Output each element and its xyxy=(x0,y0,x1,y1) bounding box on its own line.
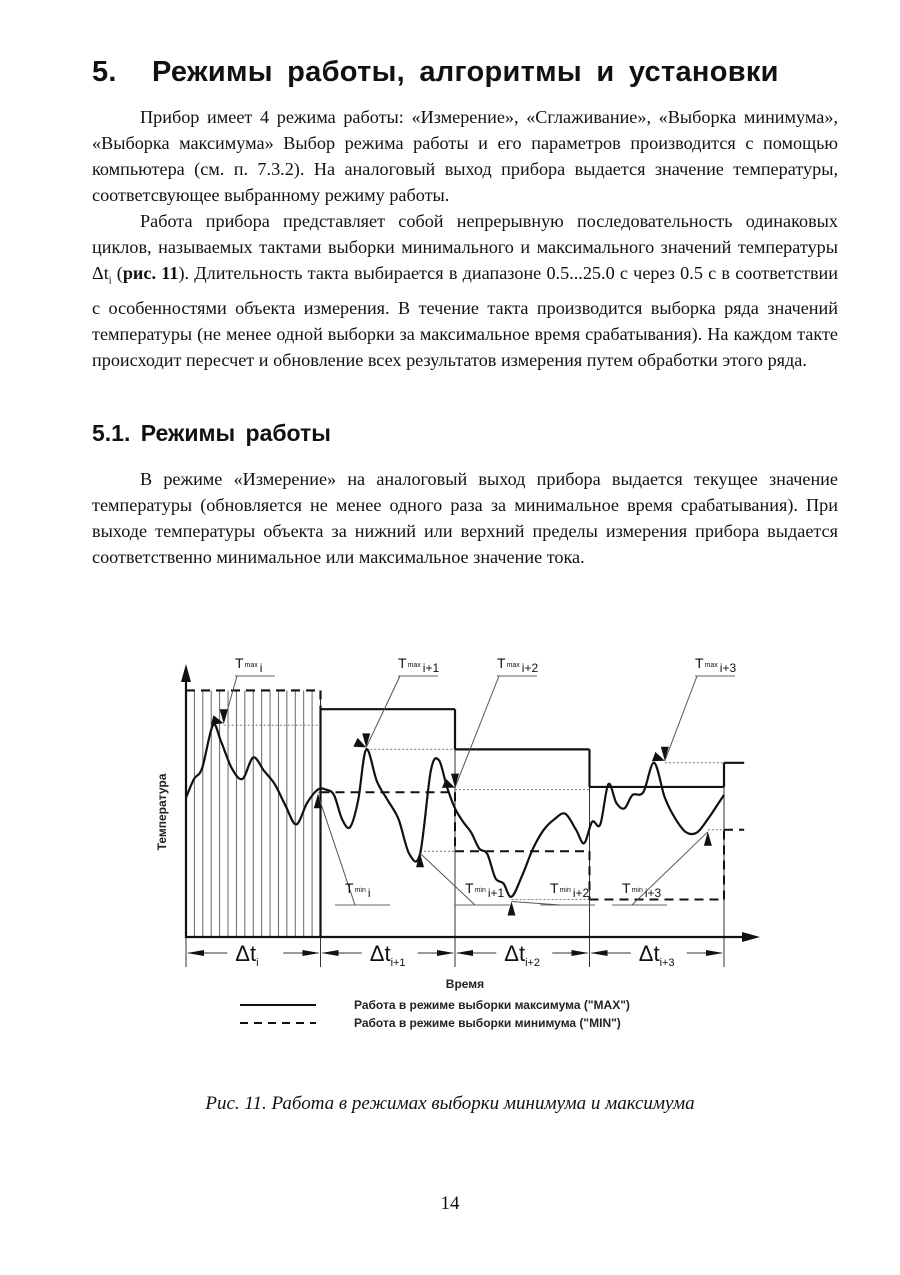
annotation-sub: min xyxy=(354,887,366,894)
figure-reference[interactable]: рис. 11 xyxy=(122,263,179,283)
annotation-label: Tmax i+3 xyxy=(695,655,737,675)
subsection-number: 5.1. xyxy=(92,420,131,446)
annotation-arrowhead-icon xyxy=(220,709,228,723)
annotation-leader xyxy=(455,676,499,788)
annotation-index: i xyxy=(259,661,263,675)
annotation-label: Tmax i+1 xyxy=(398,655,440,675)
interval-label: $\Delta t_{i+1}$ xyxy=(369,941,406,969)
interval-label-subscript: i xyxy=(256,957,259,969)
dimension-arrow-right-icon xyxy=(572,950,589,956)
extremum-guide-lines xyxy=(224,725,724,899)
annotation-label: Tmax i+2 xyxy=(497,655,539,675)
legend xyxy=(240,998,630,1030)
annotation-label: Tmin i+3 xyxy=(622,880,662,900)
annotation-sub: max xyxy=(506,662,520,669)
dimension-arrow-left-icon xyxy=(591,950,608,956)
dimension-arrow-right-icon xyxy=(706,950,723,956)
section-title: Режимы работы, алгоритмы и установки xyxy=(152,56,779,88)
section-number: 5. xyxy=(92,56,117,88)
annotation-sub: max xyxy=(407,662,421,669)
annotation-label: Tmin i+1 xyxy=(465,880,505,900)
paragraph-cycles-text-before: Работа прибора представляет собой непрерывную последовательность одинаковых циклов, называемых тактами выборки минимального и максимального значений температуры Δt xyxy=(92,211,838,283)
paragraph-measurement-mode: В режиме «Измерение» на аналоговый выход прибора выдается текущее значение температуры (обновляется не менее одного раза за минимальное время срабатывания). При выходе температуры объекта за нижний или верхний пределы измерения прибора выдается соответственно минимальное или максимальное значение тока. xyxy=(92,469,838,567)
annotation-index: i+1 xyxy=(487,886,505,900)
annotation-index: i+1 xyxy=(422,661,440,675)
annotation-leader xyxy=(366,676,400,747)
x-axis-label: Время xyxy=(445,977,485,991)
y-axis-arrow-icon xyxy=(181,664,191,682)
x-axis-arrow-icon xyxy=(742,932,760,942)
interval-label-subscript: i+1 xyxy=(390,957,406,969)
extremum-annotations xyxy=(220,655,737,915)
dimension-arrow-left-icon xyxy=(322,950,339,956)
dimension-arrow-right-icon xyxy=(437,950,454,956)
annotation-label: Tmax i xyxy=(235,655,263,675)
subsection-title: Режимы работы xyxy=(140,420,331,446)
paragraph-cycles-text-after: ). Длительность такта выбирается в диапазоне 0.5...25.0 с через 0.5 с в соответствии с особенностями объекта измерения. В течение такта производится выборка ряда значений температуры (не менее одной выборки за максимальное время срабатывания). На каждом такте происходит пересчет и обновление всех результатов измерения путем обработки этого ряда. xyxy=(92,263,838,370)
annotation-sub: max xyxy=(704,662,718,669)
interval-label: $\Delta t_{i+2}$ xyxy=(504,941,541,969)
annotation-leader xyxy=(632,832,708,905)
annotation-index: i+3 xyxy=(719,661,737,675)
paragraph-cycles: Работа прибора представляет собой непрерывную последовательность одинаковых циклов, называемых тактами выборки минимального и максимального значений температуры $\Delta t_i$ (рис. 11). Длительность такта выбирается в диапазоне 0.5...25.0 с через 0.5 с в соответствии с особенностями объекта измерения. В течение такта производится выборка ряда значений температуры (не менее одной выборки за максимальное время срабатывания). На каждом такте происходит пересчет и обновление всех результатов измерения путем обработки этого ряда. xyxy=(92,211,838,370)
interval-label-subscript: i+3 xyxy=(659,957,675,969)
legend-max-label: Работа в режиме выборки максимума ("MAX") xyxy=(354,998,630,1012)
dimension-arrow-right-icon xyxy=(303,950,320,956)
annotation-sub: min xyxy=(559,887,571,894)
annotation-label: Tmin i xyxy=(345,880,371,900)
annotation-index: i+2 xyxy=(572,886,590,900)
min-mode-output xyxy=(321,792,745,899)
dimension-arrow-left-icon xyxy=(187,950,204,956)
interval-label: $\Delta t_{i+3}$ xyxy=(638,941,675,969)
annotation-index: i+3 xyxy=(644,886,662,900)
annotation-index: i+2 xyxy=(521,661,539,675)
page-number: 14 xyxy=(440,1193,460,1214)
interval-label-subscript: i+2 xyxy=(525,957,541,969)
y-axis-label: Температура xyxy=(155,773,169,851)
legend-min-label: Работа в режиме выборки минимума ("MIN") xyxy=(354,1016,621,1030)
figure-caption: Рис. 11. Работа в режимах выборки минимума и максимума xyxy=(205,1093,695,1114)
interval-label: $\Delta t_i$ xyxy=(235,941,259,969)
delta-t-subscript: i xyxy=(108,275,112,287)
annotation-index: i xyxy=(367,886,371,900)
annotation-label: Tmin i+2 xyxy=(550,880,590,900)
annotation-arrowhead-icon xyxy=(507,901,515,915)
annotation-sub: min xyxy=(631,887,643,894)
annotation-leader xyxy=(665,676,697,761)
dimension-arrow-left-icon xyxy=(456,950,473,956)
annotation-sub: max xyxy=(244,662,258,669)
annotation-leader xyxy=(511,901,560,905)
paragraph-modes-intro: Прибор имеет 4 режима работы: «Измерение», «Сглаживание», «Выборка минимума», «Выборка максимума» Выбор режима работы и его параметров производится с помощью компьютера (см. п. 7.3.2). На аналоговый выход прибора выдается значение температуры, соответсвующее выбранному режиму работы. xyxy=(92,107,838,205)
annotation-sub: min xyxy=(474,887,486,894)
